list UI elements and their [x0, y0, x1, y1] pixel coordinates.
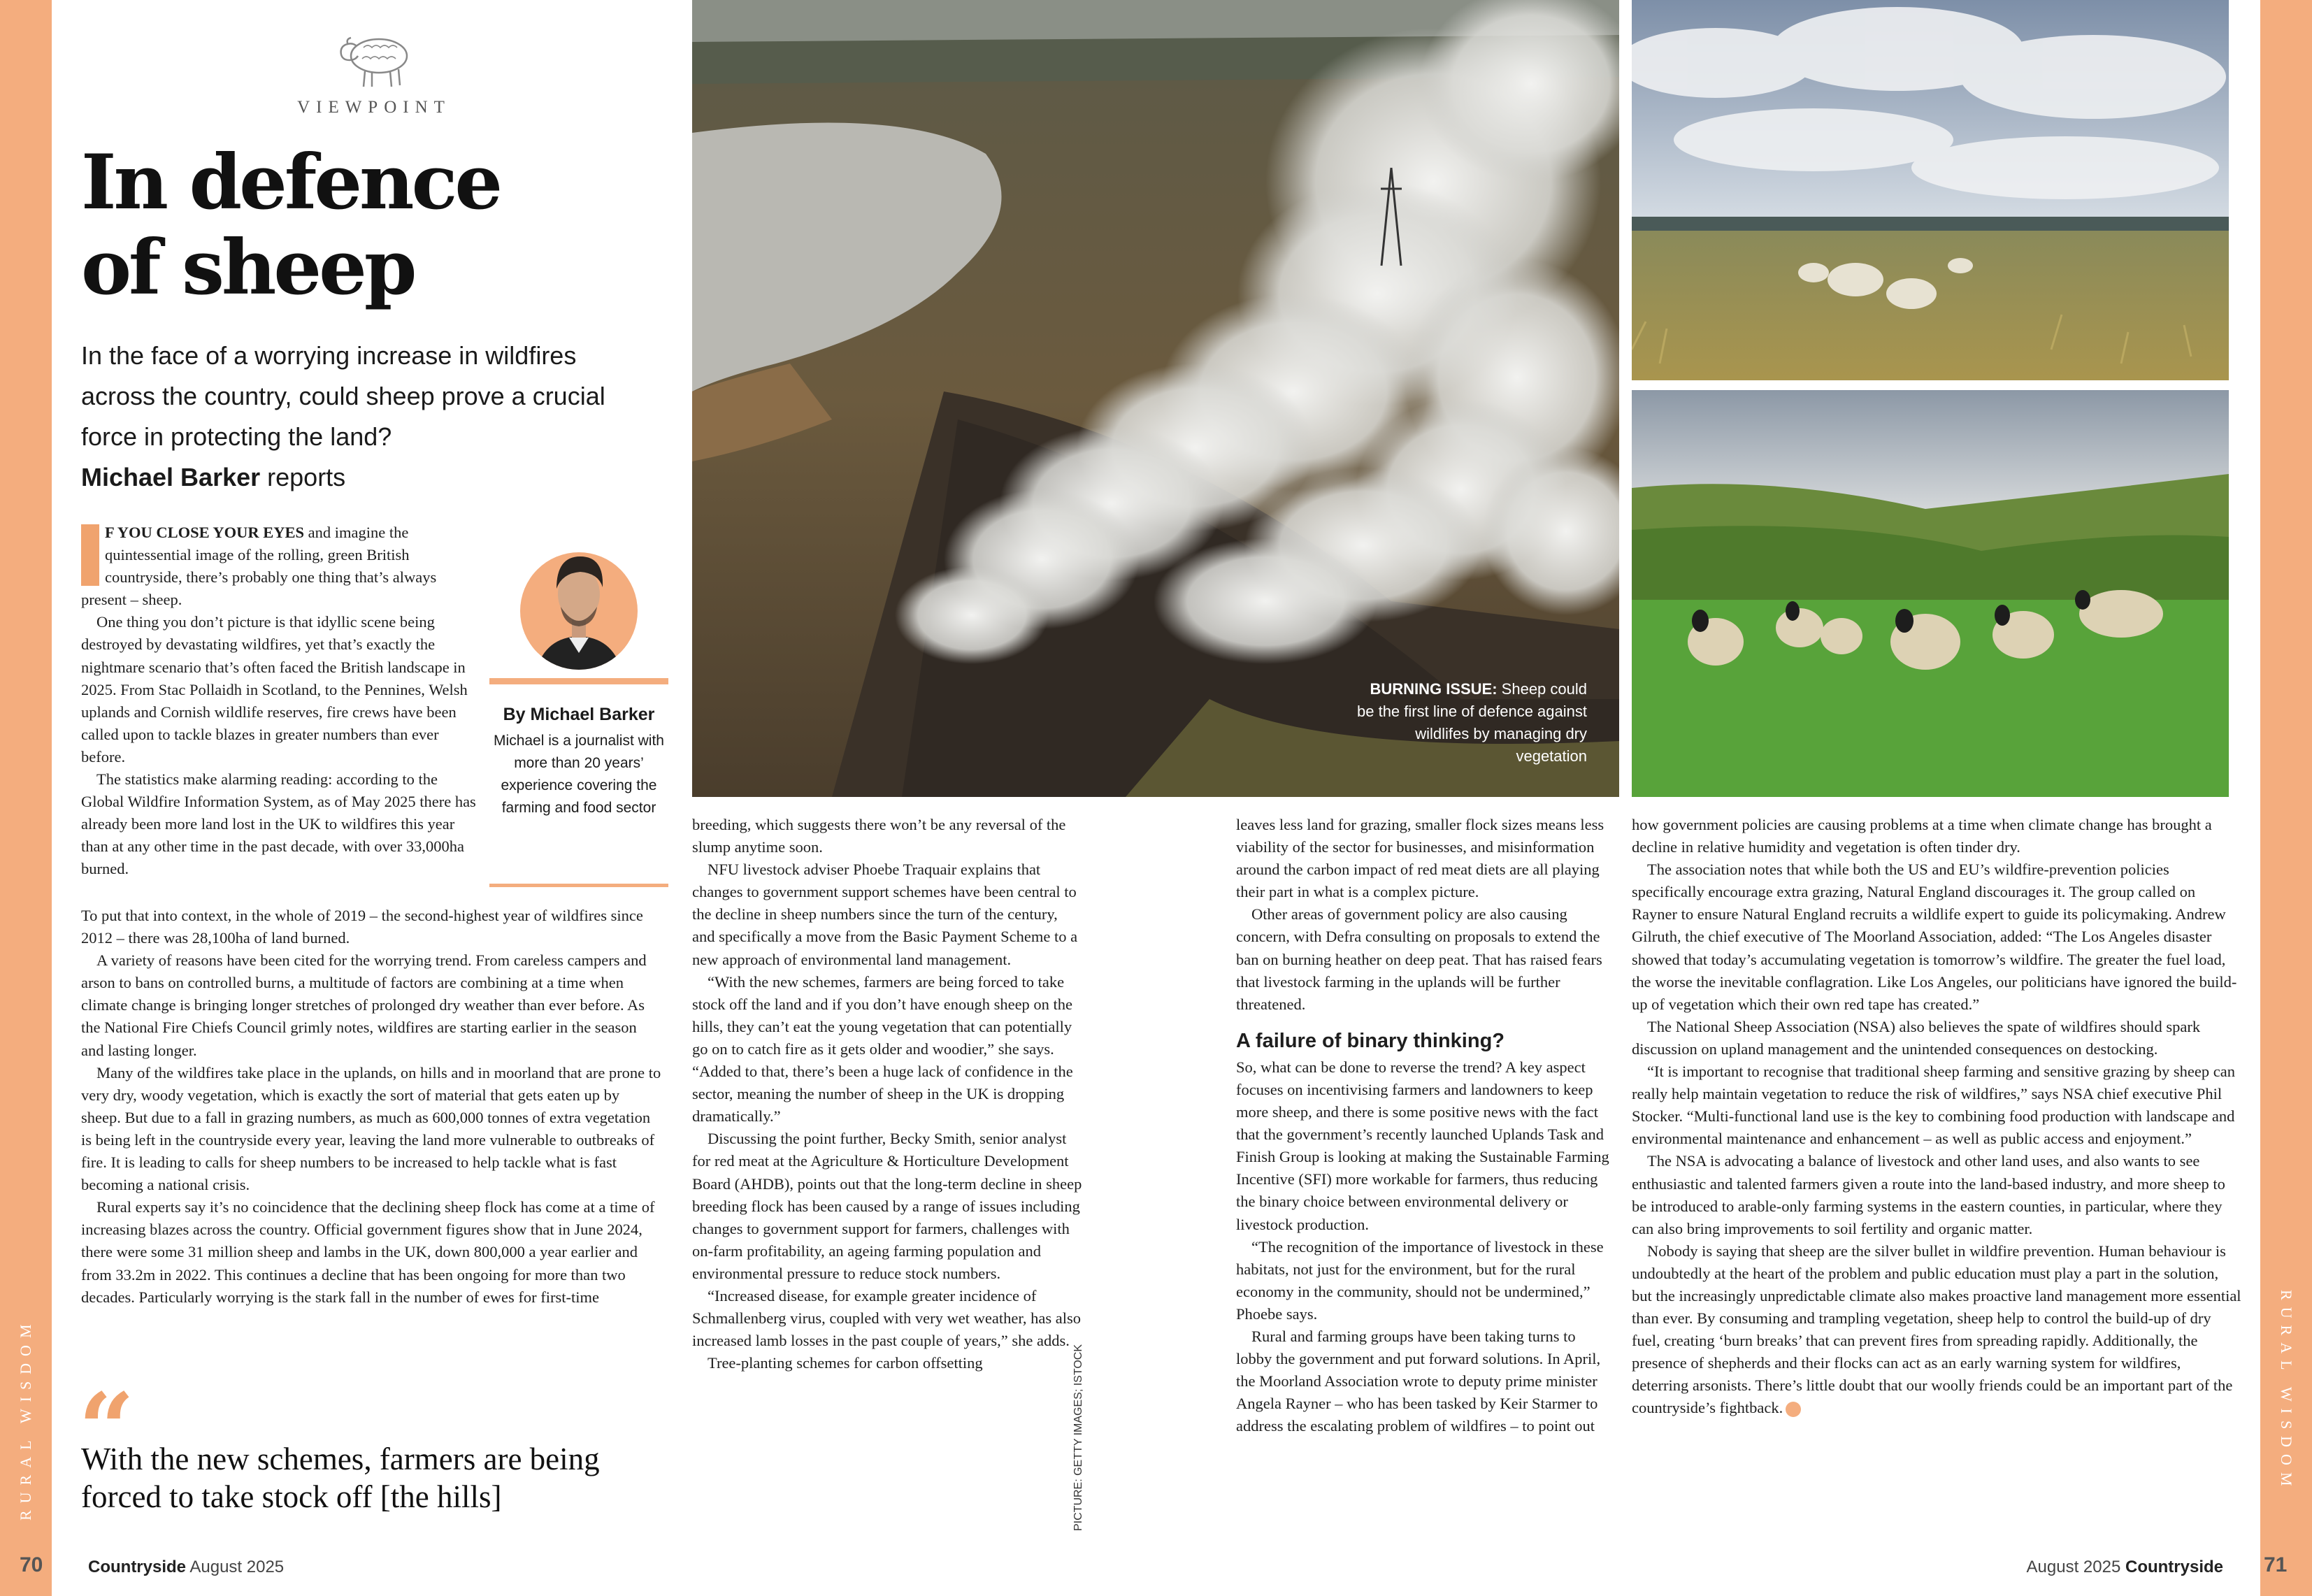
photo-caption — [1356, 678, 1587, 768]
pull-quote: With the new schemes, farmers are being forced to take stock off [the hills] — [81, 1442, 600, 1514]
lead-caps: F YOU CLOSE YOUR EYES — [105, 524, 305, 541]
subheading: A failure of binary thinking? — [1236, 1029, 1505, 1052]
col2-para-2: “With the new schemes, farmers are being forced to take stock off the land and if you don’t have enough sheep on the hills, they can’t eat the young vegetation that can potentially go on to catch fire as it gets older and woodier,” she says. “Added to that, there’s been a huge lack of confidence in the sector, meaning the number of sheep in the UK is dropping dramatically.” — [692, 972, 1073, 1126]
headline-line-2: of sheep — [81, 224, 415, 312]
col2-para-4: “Increased disease, for example greater incidence of Schmallenberg virus, coupled with very wet weather, has also increased lamb losses in the past couple of years,” she adds. — [692, 1286, 1082, 1350]
left-folio-magazine: Countryside — [88, 1558, 187, 1576]
col4-last-text: Nobody is saying that sheep are the silver bullet in wildfire prevention. Human behaviour is undoubtedly at the heart of the problem and public education must play a part in the solution, but the increasingly unpredictable climate also makes proactive land management more essential than ever. By consuming and trampling vegetation, sheep help to control the build-up of dry fuel, creating ‘burn breaks’ that can prevent fires from spreading rapidly. Additionally, the presence of shepherds and their flocks can act as an early warning system for wildfires, deterring arsonists. There’s little doubt that our woolly friends could be an important part of the countryside’s fightback. — [1632, 1242, 2241, 1417]
photo-credit: PICTURE: GETTY IMAGES; ISTOCK — [1072, 1344, 1084, 1531]
column-4 — [1632, 814, 2241, 1420]
col3-para-3: Rural and farming groups have been taking turns to lobby the government and put forward solutions. In April, the Moorland Association wrote to deputy prime minister Angela Rayner – who has been tasked by Keir Starmer to address the escalating problem of wildfires – to point out — [1236, 1327, 1601, 1435]
byline-name: Michael Barker — [81, 463, 261, 491]
column-3 — [1236, 814, 1614, 1437]
column-1-top — [81, 522, 477, 881]
col2-first: breeding, which suggests there won’t be any reversal of the slump anytime soon. — [692, 816, 1066, 856]
section-kicker: VIEWPOINT — [297, 98, 451, 117]
flock-hills-photo — [1632, 390, 2229, 797]
wide-para-3: Many of the wildfires take place in the uplands, on hills and in moorland that are prone to very dry, woody vegetation, which is exactly the sort of material that gets eaten up by sheep. But due to a fall in grazing numbers, as much as 600,000 tonnes of extra vegetation is being left in the countryside every year, leaving the land more vulnerable to outbreaks of fire. It is leading to calls for sheep numbers to be increased to help tackle what is fast becoming a national crisis. — [81, 1063, 661, 1194]
author-rule — [489, 678, 668, 684]
caption-rest: Sheep could be the first line of defence against wildlifes by managing dry vegetation — [1357, 680, 1587, 765]
quote-mark-icon: “ — [78, 1372, 135, 1487]
col2-para-1: NFU livestock adviser Phoebe Traquair explains that changes to government support schemes have been central to the decline in sheep numbers since the turn of the century, and specifically a move from the Basic Payment Scheme to a new approach of environmental land management. — [692, 861, 1078, 968]
author-bio: Michael is a journalist with more than 20 years’ experience covering the farming and food sector — [494, 733, 664, 816]
col3-para-2: “The recognition of the importance of livestock in these habitats, not just for the environment, but for the rural economy in the community, should not be undermined,” Phoebe says. — [1236, 1237, 1604, 1323]
col4-para-1: The association notes that while both the US and EU’s wildfire-prevention policies specifically encourage extra grazing, Natural England discourages it. The group called on Rayner to ensure Natural England recruits a wildlife expert to guide its policymaking. Andrew Gilruth, the chief executive of The Moorland Association, added: “The Los Angeles disaster showed that today’s accumulating vegetation is tomorrow’s wildfire. The greater the fuel load, the worse the inevitable conflagration. Like Los Angeles, our politicians have ignored the build-up of vegetation which their own red tape has created.” — [1632, 861, 2237, 1013]
avatar — [520, 540, 638, 670]
standfirst — [81, 336, 654, 498]
column-2 — [692, 814, 1084, 1374]
lead-rest: and imagine the quintessential image of the rolling, green British countryside, there’s probably one thing that’s always present – sheep. — [81, 524, 437, 609]
author-box — [489, 678, 668, 819]
col4-last — [1632, 1240, 2241, 1420]
right-folio-magazine: Countryside — [2125, 1558, 2223, 1576]
wide-para-4: Rural experts say it’s no coincidence that the declining sheep flock has come at a time of increasing blazes across the country. Official government figures show that in June 2024, there were some 31 million sheep and lambs in the UK, down 800,000 a year earlier and from 33.2m in 2022. This continues a decline that has been ongoing for more than two decades. Particularly worrying is the stark fall in the number of ewes for first-time — [81, 1198, 655, 1306]
left-folio — [88, 1558, 284, 1577]
wide-para-1: To put that into context, in the whole of 2019 – the second-highest year of wildfires since 2012 – there was 28,100ha of land burned. — [81, 907, 643, 947]
col2-para-3: Discussing the point further, Becky Smith, senior analyst for red meat at the Agriculture & Horticulture Development Board (AHDB), points out that the long-term decline in sheep breeding flock has been caused by a range of issues including changes to government support for farmers, challenges with on-farm profitability, an ageing farming population and environmental pressure to reduce stock numbers. — [692, 1130, 1082, 1282]
col3-first: leaves less land for grazing, smaller flock sizes means less viability of the sector for businesses, and misinformation around the carbon impact of red meat diets are all playing their part in what is a complex picture. — [1236, 816, 1604, 901]
sheep-icon — [329, 20, 419, 89]
col1-para-2: The statistics make alarming reading: according to the Global Wildfire Information System, as of May 2025 there has already been more land lost in the UK to wildfires this year than at any other time in the past decade, with over 33,000ha burned. — [81, 770, 476, 878]
headline-line-1: In defence — [81, 138, 501, 227]
byline-suffix: reports — [260, 463, 346, 491]
col4-para-3: “It is important to recognise that traditional sheep farming and sensitive grazing by sheep can really help maintain vegetation to reduce the risk of wildfires,” says NSA chief executive Phil Stocker. “Multi-functional land use is the key to combining food production with landscape and environmental maintenance and enhancement – as well as public access and enjoyment.” — [1632, 1063, 2235, 1148]
right-folio-date: August 2025 — [2026, 1558, 2125, 1576]
moorland-sheep-photo — [1632, 0, 2229, 380]
col1-para-1: One thing you don’t picture is that idyllic scene being destroyed by devastating wildfires, yet that’s exactly the nightmare scenario that’s often faced the British landscape in 2025. From Stac Pollaidh in Scotland, to the Pennines, Welsh uplands and Cornish wildlife reserves, fire crews have been called upon to tackle blazes in greater numbers than ever before. — [81, 613, 468, 765]
lead-paragraph — [81, 522, 477, 611]
author-rule-bottom — [489, 884, 668, 887]
standfirst-text: In the face of a worrying increase in wildfires across the country, could sheep prove a crucial force in protecting the land? — [81, 341, 605, 451]
column-1-wide — [81, 905, 663, 1309]
author-name: By Michael Barker — [503, 705, 655, 724]
col4-para-2: The National Sheep Association (NSA) also believes the spate of wildfires should spark discussion on upland management and the unintended consequences on destocking. — [1632, 1017, 2201, 1058]
right-folio — [1888, 1558, 2223, 1577]
col2-para-5: Tree-planting schemes for carbon offsetting — [708, 1354, 983, 1372]
left-page-number: 70 — [20, 1553, 43, 1576]
end-mark-icon — [1786, 1402, 1801, 1417]
drop-cap — [81, 524, 99, 586]
col3-para-1: Other areas of government policy are also causing concern, with Defra consulting on proposals to extend the ban on burning heather on deep peat. That has raised fears that livestock farming in the uplands will be further threatened. — [1236, 905, 1602, 1013]
headline — [81, 140, 529, 310]
wildfire-photo — [692, 0, 1619, 797]
left-folio-date: August 2025 — [186, 1558, 285, 1576]
right-page-number: 71 — [2264, 1553, 2288, 1576]
caption-bold: BURNING ISSUE: — [1370, 680, 1498, 698]
wide-para-2: A variety of reasons have been cited for the worrying trend. From careless campers and arson to bans on controlled burns, a multitude of factors are combining at a time when climate change is bringing longer stretches of prolonged dry weather than ever before. As the National Fire Chiefs Council grimly notes, wildfires are starting earlier in the season and lasting longer. — [81, 951, 647, 1059]
col4-first: how government policies are causing problems at a time when climate change has brought a decline in relative humidity and vegetation is often tinder dry. — [1632, 816, 2212, 856]
left-section-label: RURAL WISDOM — [17, 1317, 34, 1520]
right-section-label: RURAL WISDOM — [2278, 1290, 2295, 1493]
col4-para-4: The NSA is advocating a balance of livestock and other land uses, and also wants to see enthusiastic and talented farmers given a route into the land-based industry, and more sheep to be introduced to arable-only farming systems in the eastern counties, in particular, where they can also bring improvements to soil fertility and organic matter. — [1632, 1152, 2225, 1237]
col3-after-head: So, what can be done to reverse the trend? A key aspect focuses on incentivising farmers and landowners to keep more sheep, and there is some positive news with the fact that the government’s recently launched Uplands Task and Finish Group is looking at making the Sustainable Farming Incentive (SFI) more workable for farmers, thus reducing the binary choice between environmental delivery or livestock production. — [1236, 1058, 1609, 1233]
